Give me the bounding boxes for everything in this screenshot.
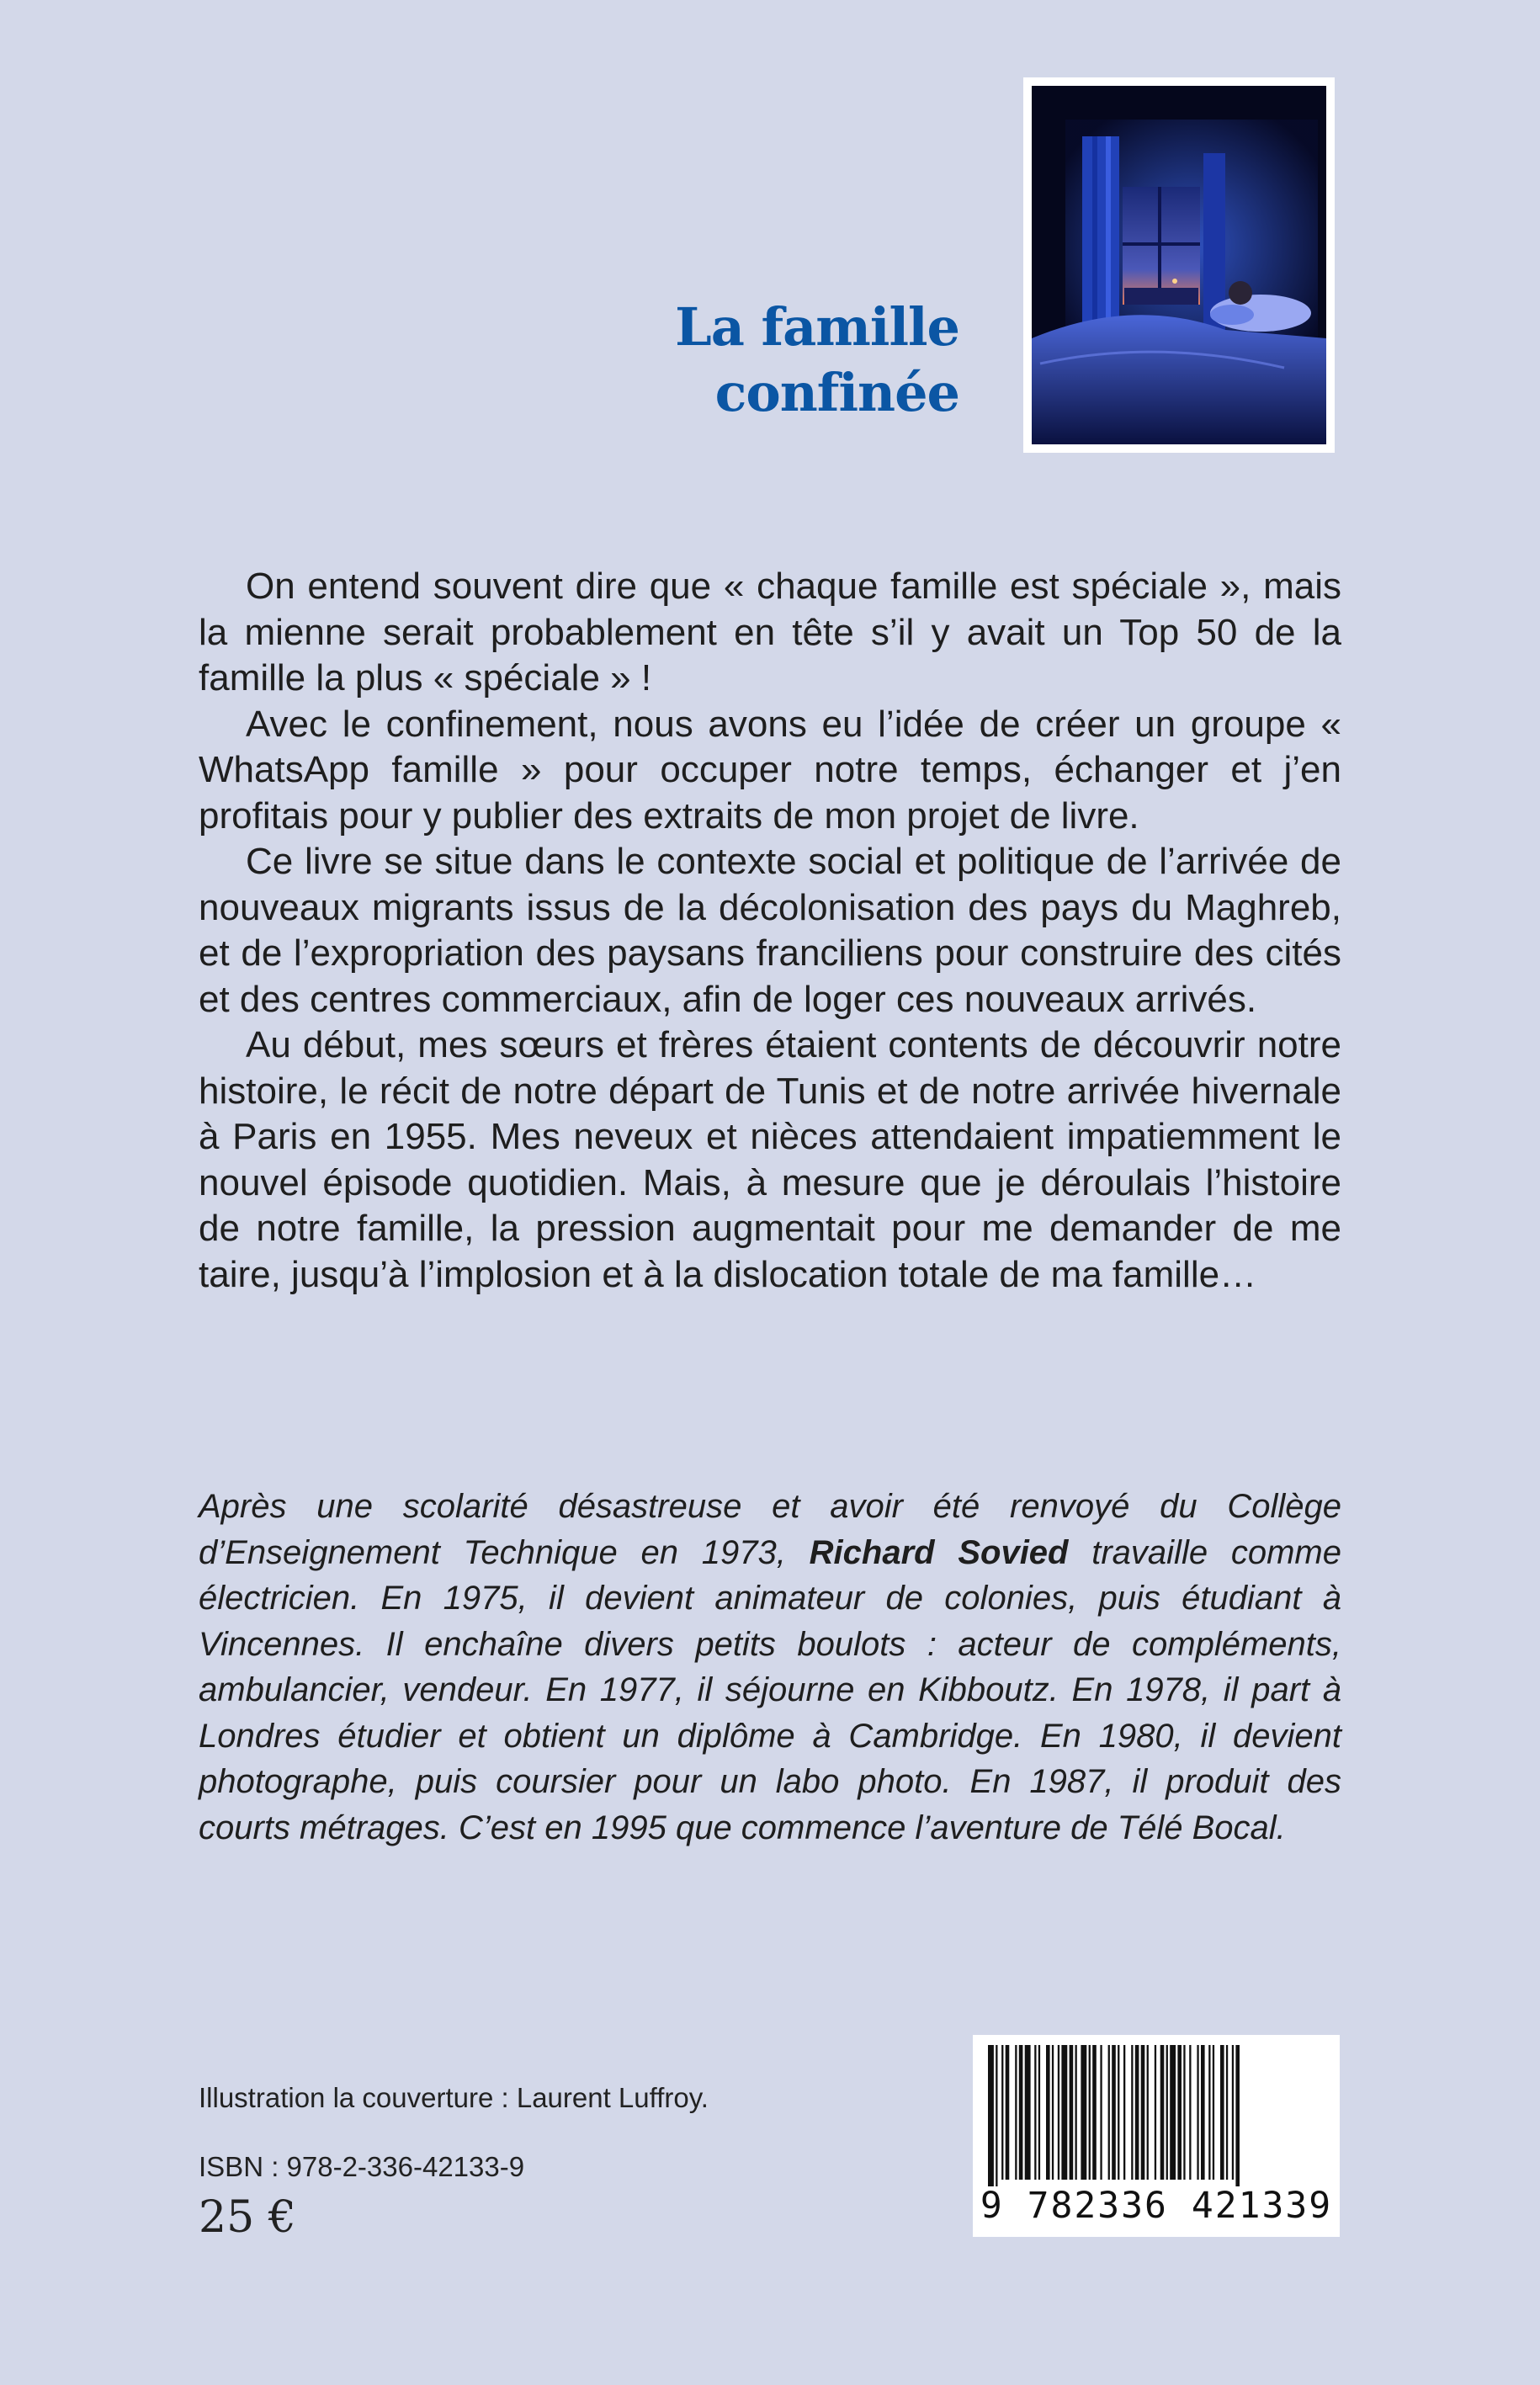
barcode-digits: 9 782336 421339 — [980, 2185, 1333, 2227]
barcode-bar — [1235, 2045, 1240, 2186]
barcode-bar — [1112, 2045, 1116, 2180]
barcode-bar — [1070, 2045, 1074, 2180]
barcode-bar — [1155, 2045, 1156, 2180]
barcode-bar — [1183, 2045, 1185, 2180]
barcode-bar — [1001, 2045, 1003, 2180]
barcode-bar — [996, 2045, 997, 2186]
barcode-bar — [1046, 2045, 1050, 2180]
barcode-bar — [1025, 2045, 1031, 2180]
barcode-bar — [1108, 2045, 1110, 2180]
barcode-bar — [1189, 2045, 1191, 2180]
barcode-bar — [1232, 2045, 1234, 2180]
title-line-1: La famille — [675, 296, 959, 358]
barcode-bar — [1123, 2045, 1125, 2180]
book-summary — [199, 564, 1341, 1298]
barcode-bar — [1089, 2045, 1091, 2180]
illustration-credit: Illustration la couverture : Laurent Luffroy. — [199, 2082, 709, 2113]
book-title — [589, 295, 959, 426]
barcode-bar — [1160, 2045, 1165, 2180]
barcode-bar — [1220, 2045, 1224, 2180]
isbn: ISBN : 978-2-336-42133-9 — [199, 2151, 525, 2182]
barcode-bar — [1213, 2045, 1214, 2180]
barcode-bar — [988, 2045, 994, 2186]
barcode-bar — [1015, 2045, 1017, 2180]
barcode-bar — [1075, 2045, 1077, 2180]
barcode-bar — [1100, 2045, 1102, 2180]
barcode-bar — [1038, 2045, 1040, 2180]
barcode-bar — [1170, 2045, 1176, 2180]
summary-paragraph: Avec le confinement, nous avons eu l’idée de créer un groupe « WhatsApp famille » pour occuper notre temps, échanger et j’en profitais pour y publier des extraits de mon projet de livre. — [199, 703, 1341, 837]
barcode-bar — [1061, 2045, 1067, 2180]
barcode-bar — [1006, 2045, 1010, 2180]
barcode-bar — [1197, 2045, 1198, 2180]
bedroom-night-illustration — [1032, 86, 1326, 444]
barcode-bar — [1052, 2045, 1054, 2180]
barcode-bar — [1092, 2045, 1097, 2180]
barcode-bar — [1131, 2045, 1133, 2180]
barcode — [973, 2035, 1340, 2237]
barcode-bar — [1081, 2045, 1086, 2180]
barcode-bar — [1019, 2045, 1023, 2180]
barcode-bar — [1226, 2045, 1228, 2180]
bio-text-start: Après une scolarité désastreuse et avoir été renvoyé du Collège d’Enseignement Technique en 1973, — [199, 1488, 1341, 1571]
barcode-bar — [1141, 2045, 1145, 2180]
barcode-bar — [1058, 2045, 1059, 2180]
barcode-bar — [1135, 2045, 1139, 2180]
bio-text-end: travaille comme électricien. En 1975, il devient animateur de colonies, puis étudiant à Vincennes. Il enchaîne divers petits boulots : acteur de compléments, ambulancier, vendeur. En 1977, il séjourne en Kibboutz. En 1978, il part à Londres étudier et obtient un diplôme à Cambridge. En 1980, il devient photographe, puis coursier pour un labo photo. En 1987, il produit des courts métrages. C’est en 1995 que commence l’aventure de Télé Bocal. — [199, 1533, 1341, 1846]
summary-paragraph: On entend souvent dire que « chaque famille est spéciale », mais la mienne serait probablement en tête s’il y avait un Top 50 de la famille la plus « spéciale » ! — [199, 566, 1341, 699]
barcode-bar — [1147, 2045, 1149, 2180]
author-bio — [199, 1484, 1341, 1851]
price: 25 € — [199, 2192, 296, 2243]
barcode-bar — [1118, 2045, 1119, 2180]
cover-illustration — [1023, 77, 1335, 453]
barcode-bars — [988, 2045, 1325, 2186]
barcode-bar — [1201, 2045, 1205, 2180]
barcode-bar — [1166, 2045, 1168, 2180]
barcode-bar — [1177, 2045, 1182, 2180]
title-line-2: confinée — [714, 362, 959, 423]
summary-paragraph: Ce livre se situe dans le contexte social et politique de l’arrivée de nouveaux migrants issus de la décolonisation des pays du Maghreb, et de l’expropriation des paysans franciliens pour construire des cités et des centres commerciaux, afin de loger ces nouveaux arrivés. — [199, 841, 1341, 1020]
author-name: Richard Sovied — [809, 1533, 1069, 1571]
barcode-bar — [1034, 2045, 1036, 2180]
summary-paragraph: Au début, mes sœurs et frères étaient contents de découvrir notre histoire, le récit de notre départ de Tunis et de notre arrivée hivernale à Paris en 1955. Mes neveux et nièces attendaient impatiemment le nouvel épisode quotidien. Mais, à mesure que je déroulais l’histoire de notre famille, la pression augmentait pour me demander de me taire, jusqu’à l’implosion et à la dislocation totale de ma famille… — [199, 1024, 1341, 1295]
barcode-bar — [1208, 2045, 1210, 2180]
